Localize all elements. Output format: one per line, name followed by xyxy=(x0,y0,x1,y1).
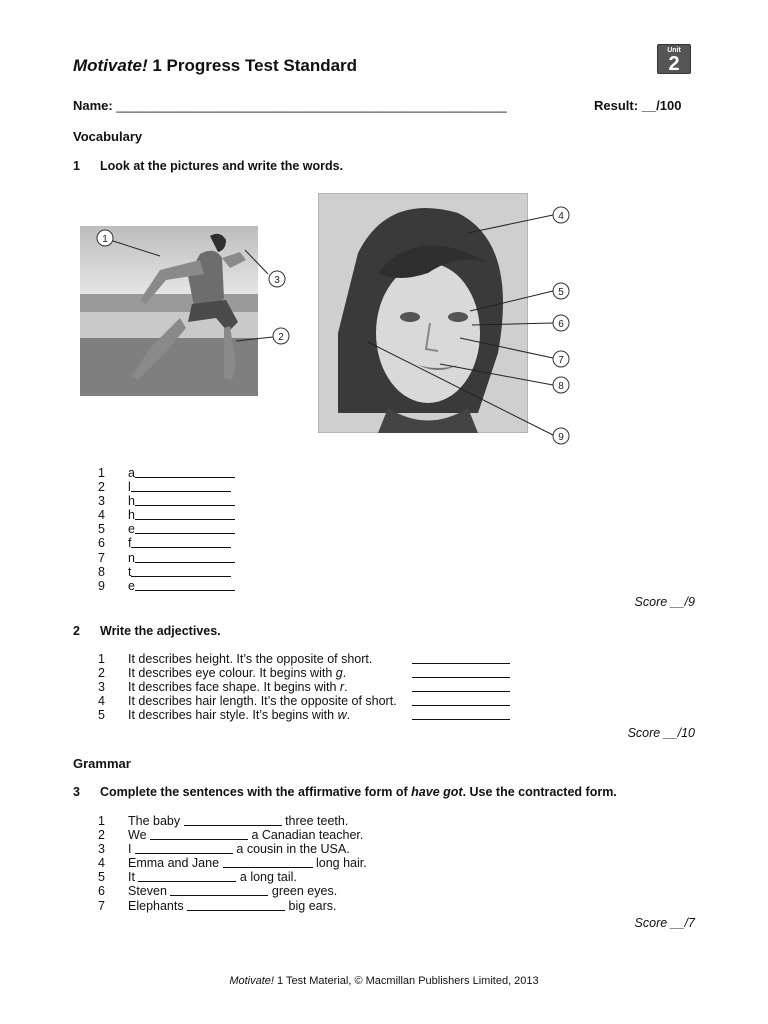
item-letter: n xyxy=(128,550,135,565)
sentence-end: big ears. xyxy=(285,898,337,913)
item-letter: f xyxy=(128,536,132,551)
answer-blank[interactable] xyxy=(150,828,248,840)
list-item xyxy=(98,884,367,898)
footer-copyright: 1 Test Material, © Macmillan Publishers Limited, 2013 xyxy=(273,975,539,987)
question-number: 2 xyxy=(73,624,80,638)
answer-blank[interactable] xyxy=(187,899,285,911)
list-item xyxy=(98,694,510,708)
item-number: 9 xyxy=(98,578,105,593)
item-letter: h xyxy=(128,508,135,523)
q1-score: Score __/9 xyxy=(634,595,695,609)
q3-sentence-list xyxy=(98,814,367,913)
q2-score: Score __/10 xyxy=(627,726,695,740)
list-item xyxy=(98,494,235,508)
answer-blank[interactable] xyxy=(412,666,510,678)
answer-blank[interactable] xyxy=(412,708,510,720)
item-letter: e xyxy=(128,578,135,593)
item-clue: It describes face shape. It begins with r. xyxy=(128,680,348,695)
list-item xyxy=(98,466,235,480)
item-number: 2 xyxy=(98,828,105,843)
answer-blank[interactable] xyxy=(135,508,235,520)
callout-7: 7 xyxy=(558,355,564,366)
answer-blank[interactable] xyxy=(412,652,510,664)
list-item xyxy=(98,652,510,666)
answer-blank[interactable] xyxy=(223,856,313,868)
answer-blank[interactable] xyxy=(135,579,235,591)
question-number: 1 xyxy=(73,159,80,173)
unit-badge-number: 2 xyxy=(668,53,680,75)
page-footer xyxy=(0,975,768,987)
answer-blank[interactable] xyxy=(412,680,510,692)
answer-blank[interactable] xyxy=(135,842,233,854)
item-number: 1 xyxy=(98,652,105,666)
item-letter: a xyxy=(128,466,135,480)
callout-8: 8 xyxy=(558,381,564,392)
item-number: 3 xyxy=(98,494,105,509)
item-letter: h xyxy=(128,494,135,509)
item-number: 3 xyxy=(98,680,105,695)
list-item xyxy=(98,870,367,884)
callout-2: 2 xyxy=(278,332,284,343)
item-number: 4 xyxy=(98,856,105,871)
question-instruction: Look at the pictures and write the words. xyxy=(100,159,344,173)
item-clue: It describes hair style. It’s begins with w. xyxy=(128,708,351,723)
section-heading-grammar: Grammar xyxy=(73,756,131,771)
sentence-end: a Canadian teacher. xyxy=(248,828,364,843)
title-rest: 1 Progress Test Standard xyxy=(147,56,358,75)
sentence-start: It xyxy=(128,870,139,885)
callout-4: 4 xyxy=(558,211,564,222)
sentence-end: three teeth. xyxy=(281,814,349,828)
callout-3: 3 xyxy=(274,275,280,286)
answer-blank[interactable] xyxy=(131,565,231,577)
item-letter: t xyxy=(128,564,132,579)
item-clue: It describes eye colour. It begins with g. xyxy=(128,666,347,681)
item-number: 5 xyxy=(98,708,105,723)
sentence-start: Steven xyxy=(128,884,171,899)
callout-5: 5 xyxy=(558,287,564,298)
question-instruction: Complete the sentences with the affirmative form of have got. Use the contracted form. xyxy=(100,785,617,799)
answer-blank[interactable] xyxy=(135,551,235,563)
answer-blank[interactable] xyxy=(412,694,510,706)
list-item xyxy=(98,508,235,522)
item-number: 3 xyxy=(98,842,105,857)
answer-blank[interactable] xyxy=(135,522,235,534)
item-letter: l xyxy=(128,480,131,495)
list-item xyxy=(98,666,510,680)
list-item xyxy=(98,899,367,913)
answer-blank[interactable] xyxy=(184,814,282,826)
answer-blank[interactable] xyxy=(131,536,231,548)
item-number: 7 xyxy=(98,550,105,565)
item-number: 8 xyxy=(98,564,105,579)
item-number: 1 xyxy=(98,814,105,828)
sentence-start: Emma and Jane xyxy=(128,856,223,871)
item-number: 1 xyxy=(98,466,105,480)
list-item xyxy=(98,522,235,536)
list-item xyxy=(98,814,367,828)
answer-blank[interactable] xyxy=(135,466,235,478)
item-clue: It describes height. It’s the opposite of short. xyxy=(128,652,373,666)
footer-brand: Motivate! xyxy=(229,975,274,987)
item-number: 4 xyxy=(98,508,105,523)
unit-badge-label: Unit xyxy=(667,47,681,54)
callout-9: 9 xyxy=(558,432,564,443)
sentence-end: a cousin in the USA. xyxy=(232,842,350,857)
name-line[interactable]: ______________________________________________________ xyxy=(116,98,507,113)
q2-adjective-list xyxy=(98,652,510,722)
answer-blank[interactable] xyxy=(138,870,236,882)
item-number: 6 xyxy=(98,536,105,551)
list-item xyxy=(98,842,367,856)
picture-callouts xyxy=(0,0,768,470)
item-number: 4 xyxy=(98,694,105,709)
sentence-end: green eyes. xyxy=(268,884,338,899)
sentence-start: I xyxy=(128,842,135,857)
question-number: 3 xyxy=(73,785,80,799)
list-item xyxy=(98,579,235,593)
item-number: 2 xyxy=(98,666,105,681)
item-number: 5 xyxy=(98,870,105,885)
answer-blank[interactable] xyxy=(170,884,268,896)
list-item xyxy=(98,828,367,842)
list-item xyxy=(98,565,235,579)
item-number: 6 xyxy=(98,884,105,899)
title-brand: Motivate! xyxy=(73,56,148,75)
item-number: 2 xyxy=(98,480,105,495)
section-heading-vocabulary: Vocabulary xyxy=(73,129,143,144)
list-item xyxy=(98,856,367,870)
q1-word-list xyxy=(98,466,235,593)
item-number: 7 xyxy=(98,898,105,913)
sentence-start: Elephants xyxy=(128,898,188,913)
list-item xyxy=(98,708,510,722)
list-item xyxy=(98,680,510,694)
question-instruction: Write the adjectives. xyxy=(100,624,221,638)
list-item xyxy=(98,536,235,550)
result-score: Result: __/100 xyxy=(594,98,682,113)
item-letter: e xyxy=(128,522,135,537)
item-clue: It describes hair length. It’s the opposite of short. xyxy=(128,694,397,709)
sentence-end: a long tail. xyxy=(236,870,297,885)
answer-blank[interactable] xyxy=(135,494,235,506)
list-item xyxy=(98,551,235,565)
list-item xyxy=(98,480,235,494)
item-number: 5 xyxy=(98,522,105,537)
sentence-start: We xyxy=(128,828,150,843)
sentence-end: long hair. xyxy=(312,856,367,871)
answer-blank[interactable] xyxy=(131,480,231,492)
callout-6: 6 xyxy=(558,319,564,330)
sentence-start: The baby xyxy=(128,814,184,828)
name-label: Name: xyxy=(73,98,117,113)
callout-1: 1 xyxy=(102,234,108,245)
q3-score: Score __/7 xyxy=(634,916,695,930)
